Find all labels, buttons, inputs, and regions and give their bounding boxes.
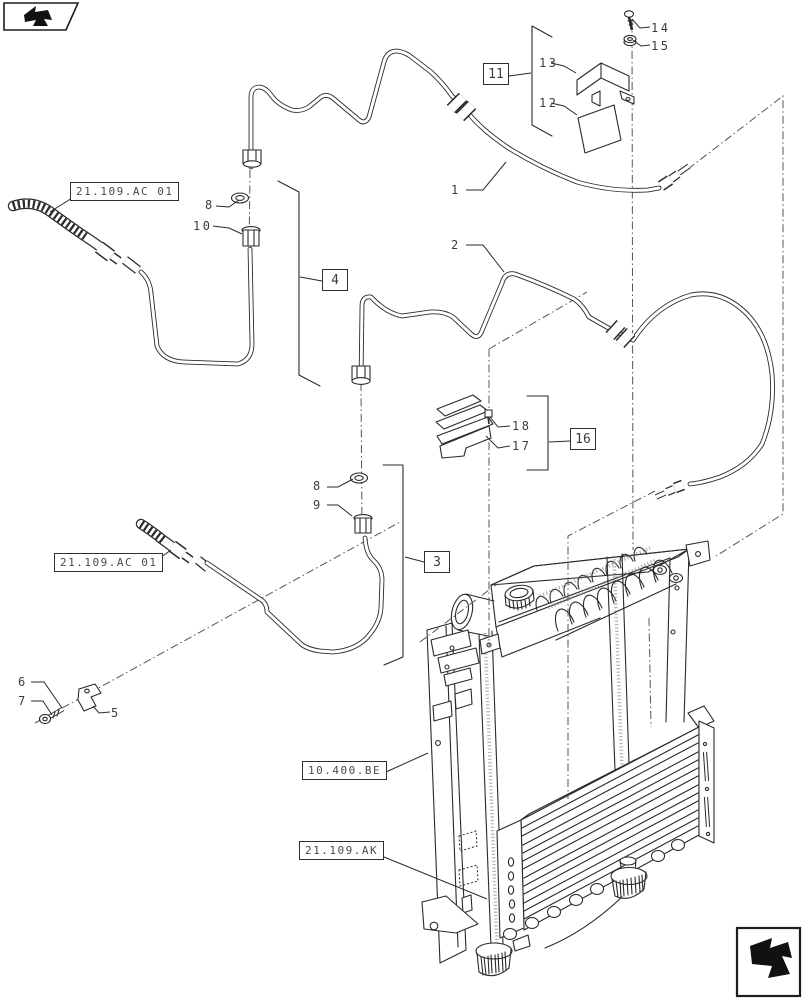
ref-box-ac01-bottom[interactable]: 21.109.AC 01	[54, 553, 163, 572]
callout-1: 1	[451, 183, 461, 197]
drain-cap-left	[476, 943, 512, 976]
callout-2: 2	[451, 238, 461, 252]
group-box-16-label: 16	[575, 431, 591, 447]
callout-9: 9	[313, 498, 323, 512]
callout-18: 18	[512, 419, 532, 433]
tube-2	[352, 274, 773, 497]
callout-8a: 8	[205, 198, 215, 212]
prev-page-icon[interactable]	[4, 3, 78, 30]
oil-cooler	[497, 706, 714, 940]
callout-14: 14	[651, 21, 671, 35]
callout-7: 7	[18, 694, 28, 708]
clip-and-bolt	[40, 684, 102, 724]
ref-box-ac01-top[interactable]: 21.109.AC 01	[70, 182, 179, 201]
group-box-4	[322, 269, 348, 291]
group-box-16	[570, 428, 596, 450]
callout-8b: 8	[313, 479, 323, 493]
callout-10: 10	[193, 219, 213, 233]
callout-15: 15	[651, 39, 671, 53]
callout-5: 5	[111, 706, 121, 720]
group-box-3-label: 3	[433, 554, 441, 570]
callout-13: 13	[539, 56, 559, 70]
next-page-icon[interactable]	[737, 928, 800, 996]
inlet-pipe	[448, 592, 494, 636]
group-box-11	[483, 63, 509, 85]
group-box-4-label: 4	[331, 272, 339, 288]
callout-17: 17	[512, 439, 532, 453]
braided-hose-top	[13, 204, 119, 261]
clamp-kit-top	[577, 11, 636, 153]
callout-6: 6	[18, 675, 28, 689]
tube-3	[198, 473, 382, 652]
filler-cap	[504, 583, 534, 610]
oil-cooler-hose-1	[243, 51, 689, 190]
ref-box-radiator[interactable]: 10.400.BE	[302, 761, 387, 780]
ref-box-oil-cooler[interactable]: 21.109.AK	[299, 841, 384, 860]
group-box-3	[424, 551, 450, 573]
group-box-11-label: 11	[488, 66, 504, 82]
clamp-kit-mid	[436, 395, 493, 458]
callout-12: 12	[539, 96, 559, 110]
centerlines	[35, 20, 783, 799]
group-brackets	[278, 26, 552, 665]
